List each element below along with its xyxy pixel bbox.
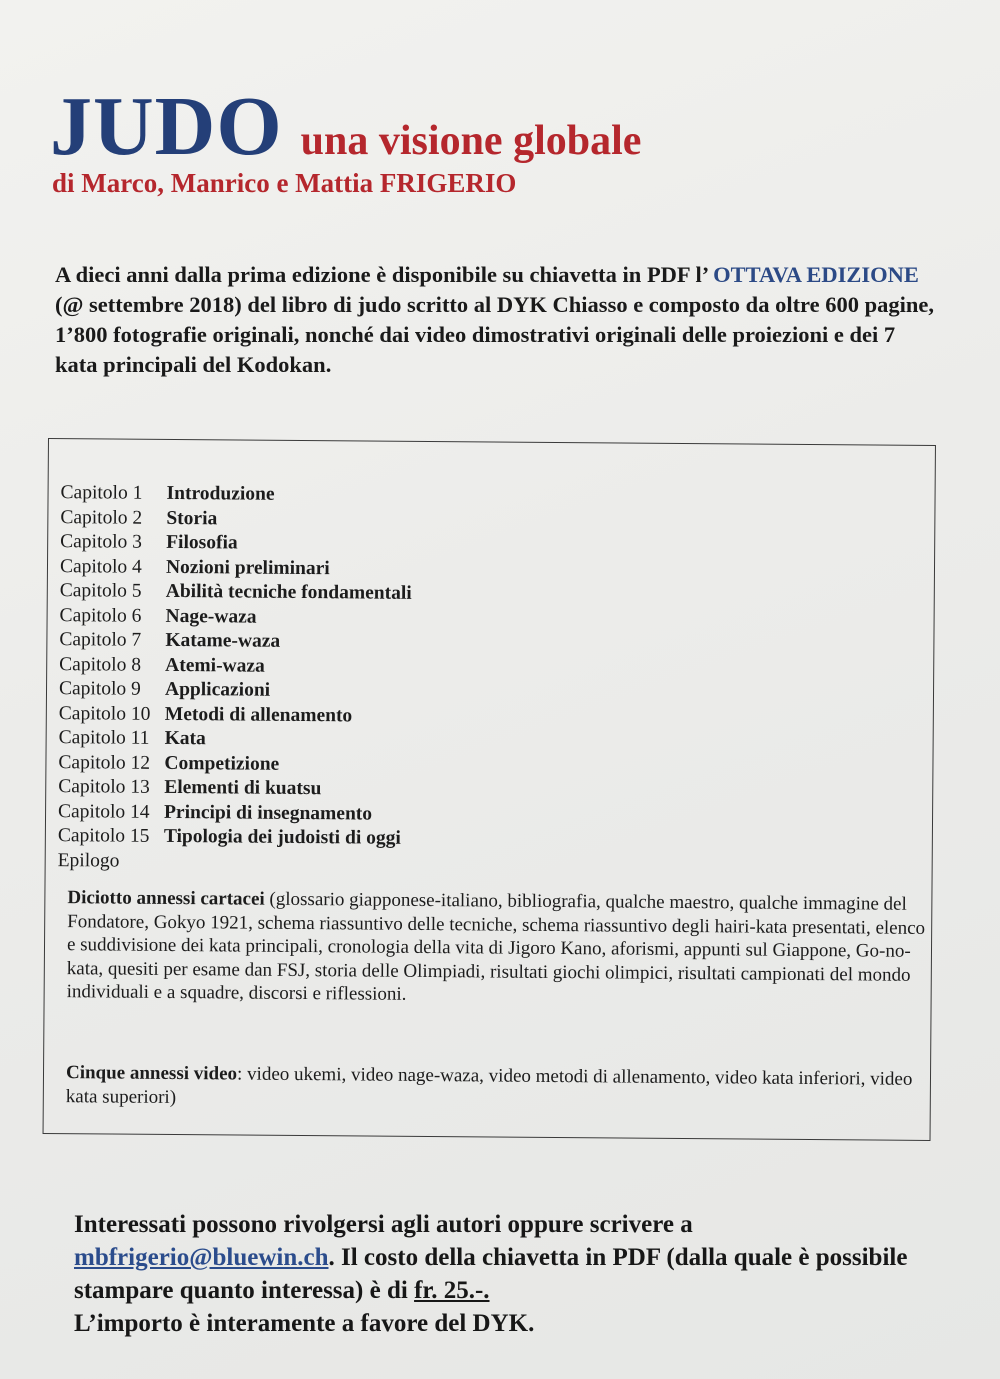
chapter-number: Capitolo 4: [59, 555, 142, 578]
chapter-title: Principi di insegnamento: [163, 801, 373, 825]
chapter-number: Capitolo 2: [60, 506, 143, 529]
chapter-title: Katame-waza: [165, 629, 281, 652]
page-subtitle: una visione globale: [300, 118, 642, 164]
chapter-title: Filosofia: [166, 531, 238, 554]
chapter-row: [58, 824, 410, 851]
chapter-row: [59, 677, 411, 704]
chapter-row: [59, 653, 411, 680]
page-title: JUDO: [50, 80, 283, 173]
chapter-number: Capitolo 7: [59, 629, 142, 651]
chapter-number: Capitolo 13: [58, 776, 150, 798]
paper-annexes-text: (glossario giapponese-italiano, bibliografia, qualche maestro, qualche immagine del Fondatore, Gokyo 1921, schema riassuntivo delle tecniche, schema riassuntivo degli hairi-kata presentati, elenco e suddivisione dei kata principali, cronologia della vita di Jigoro Kano, aforismi, appunti sul Giappone, Go-no-kata, quesiti per esame dan FSJ, storia delle Olimpiadi, risultati giochi olimpici, risultati campionati del mondo individuali e a squadre, discorsi e riflessioni.: [66, 888, 926, 1005]
chapter-row: [58, 800, 410, 827]
chapter-row: [60, 481, 412, 508]
contact-text-start: Interessati possono rivolgersi agli autori oppure scrivere a: [74, 1211, 693, 1238]
chapter-number: Epilogo: [57, 849, 120, 872]
chapter-title: Applicazioni: [164, 678, 271, 701]
chapter-number: Capitolo 8: [59, 653, 142, 676]
chapter-row: [60, 604, 412, 631]
chapter-title: Nage-waza: [165, 605, 257, 628]
chapter-title: Kata: [164, 727, 206, 750]
chapter-number: Capitolo 14: [57, 800, 150, 823]
chapter-row: [58, 849, 410, 876]
contact-paragraph: [74, 1208, 954, 1340]
email-link[interactable]: mbfrigerio@bluewin.ch: [74, 1244, 329, 1271]
contact-text-middle: . Il costo della chiavetta in PDF (dalla quale è possibile stampare quanto interessa) è di: [74, 1244, 908, 1304]
chapter-title: Atemi-waza: [165, 654, 265, 677]
chapter-number: Capitolo 3: [60, 531, 143, 553]
contact-text-end: L’importo è interamente a favore del DYK.: [74, 1310, 535, 1337]
chapter-title: Elementi di kuatsu: [164, 776, 322, 800]
chapter-title: Abilità tecniche fondamentali: [165, 580, 412, 604]
chapter-row: [60, 555, 412, 582]
chapter-number: Capitolo 12: [58, 751, 151, 774]
intro-text-end: (@ settembre 2018) del libro di judo scritto al DYK Chiasso e composto da oltre 600 pagine, 1’800 fotografie originali, nonché dai video dimostrativi originali delle proiezioni e dei 7 kata principali del Kodokan.: [55, 292, 935, 377]
chapter-title: Tipologia dei judoisti di oggi: [163, 825, 401, 849]
intro-text-start: A dieci anni dalla prima edizione è disponibile su chiavetta in PDF l’: [55, 262, 714, 287]
chapter-title: Competizione: [164, 752, 280, 775]
chapter-row: [59, 702, 411, 729]
chapter-number: Capitolo 11: [58, 727, 150, 749]
chapter-title: Metodi di allenamento: [164, 703, 353, 726]
title-row: [50, 78, 641, 175]
chapter-row: [60, 530, 412, 557]
chapter-row: [58, 775, 410, 802]
price-value: fr. 25.-.: [414, 1277, 490, 1304]
chapter-number: Capitolo 1: [60, 482, 143, 504]
edition-highlight: OTTAVA EDIZIONE: [713, 262, 919, 287]
intro-paragraph: [55, 260, 935, 380]
chapter-number: Capitolo 9: [58, 678, 141, 700]
video-annexes: [66, 1061, 926, 1115]
paper-annexes-heading: Diciotto annessi cartacei: [67, 887, 265, 910]
chapter-row: [59, 628, 411, 655]
chapter-row: [59, 726, 411, 753]
contents-box: [43, 438, 936, 1141]
chapter-title: Storia: [166, 507, 218, 529]
chapter-row: [60, 506, 412, 533]
paper-annexes: [67, 886, 928, 1010]
chapter-number: Capitolo 15: [57, 825, 150, 847]
chapter-title: Introduzione: [166, 482, 275, 505]
video-annexes-heading: Cinque annessi video: [65, 1062, 238, 1085]
chapter-row: [60, 579, 412, 606]
video-annexes-text: : video ukemi, video nage-waza, video metodi di allenamento, video kata inferiori, video kata superiori): [65, 1063, 913, 1108]
chapter-title: Nozioni preliminari: [165, 556, 330, 579]
chapter-number: Capitolo 10: [58, 702, 151, 725]
chapter-number: Capitolo 6: [59, 604, 142, 627]
chapter-row: [58, 751, 410, 778]
authors-line: di Marco, Manrico e Mattia FRIGERIO: [52, 168, 517, 198]
chapter-number: Capitolo 5: [59, 580, 142, 602]
chapter-list: [58, 481, 413, 876]
